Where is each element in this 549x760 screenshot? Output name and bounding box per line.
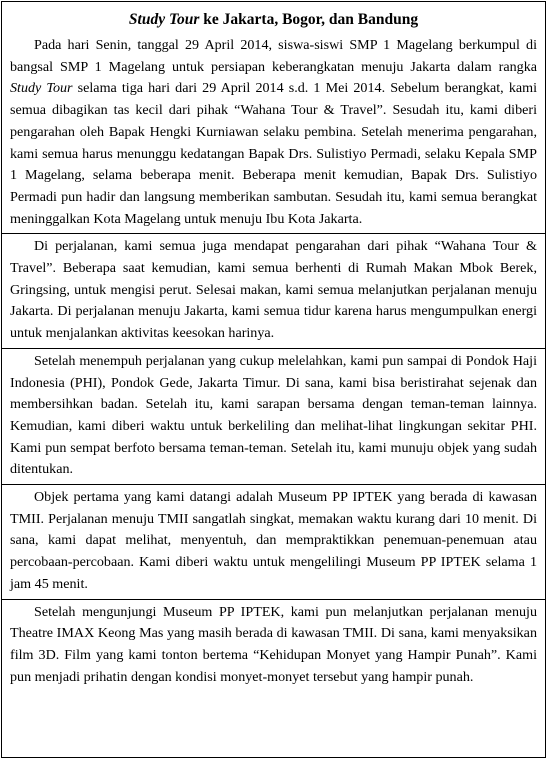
paragraph-1-italic: Study Tour bbox=[10, 80, 73, 97]
paragraph-2 bbox=[2, 233, 545, 348]
paragraph-3 bbox=[2, 348, 545, 484]
title-italic-part: Study Tour bbox=[128, 11, 200, 28]
paragraph-3-text: Setelah menempuh perjalanan yang cukup melelahkan, kami pun sampai di Pondok Haji Indonesia (PHI), Pondok Gede, Jakarta Timur. Di sana, kami bisa beristirahat sejenak dan membersihkan badan. Setelah itu, kami sarapan bersama dengan teman-teman lainnya. Kemudian, kami diberi waktu untuk berkeliling dan melihat-lihat lingkungan sekitar PHI. Kami pun sempat berfoto bersama teman-teman. Setelah itu, kami munuju objek yang sudah ditentukan. bbox=[10, 352, 537, 478]
title-rest: ke Jakarta, Bogor, dan Bandung bbox=[199, 11, 419, 28]
paragraph-5 bbox=[2, 599, 545, 692]
document-title bbox=[2, 11, 545, 29]
paragraph-4 bbox=[2, 484, 545, 599]
document-frame bbox=[1, 1, 546, 758]
paragraph-1 bbox=[2, 35, 545, 233]
paragraph-1-text-a: Pada hari Senin, tanggal 29 April 2014, siswa-siswi SMP 1 Magelang berkumpul di bangsal SMP 1 Magelang untuk persiapan keberangkatan menuju Jakarta dalam rangka bbox=[10, 37, 537, 75]
paragraph-4-text: Objek pertama yang kami datangi adalah Museum PP IPTEK yang berada di kawasan TMII. Perjalanan menuju TMII sangatlah singkat, memakan waktu kurang dari 10 menit. Di sana, kami dapat melihat, menyentuh, dan mempraktikkan penemuan-penemuan atau percobaan-percobaan. Kami diberi waktu untuk mengelilingi Museum PP IPTEK selama 1 jam 45 menit. bbox=[10, 489, 537, 592]
paragraph-5-text: Setelah mengunjungi Museum PP IPTEK, kami pun melanjutkan perjalanan menuju Theatre IMAX Keong Mas yang masih berada di kawasan TMII. Di sana, kami menyaksikan film 3D. Film yang kami tonton bertema “Kehidupan Monyet yang Hampir Punah”. Kami pun menjadi prihatin dengan kondisi monyet-monyet tersebut yang hampir punah. bbox=[10, 603, 537, 685]
paragraph-1-text-b: selama tiga hari dari 29 April 2014 s.d. 1 Mei 2014. Sebelum berangkat, kami semua dibagikan tas kecil dari pihak “Wahana Tour & Travel”. Sesudah itu, kami diberi pengarahan oleh Bapak Hengki Kurniawan selaku pembina. Setelah menerima pengarahan, kami semua harus menunggu kedatangan Bapak Drs. Sulistiyo Permadi, selaku Kepala SMP 1 Magelang, selama beberapa menit. Beberapa menit kemudian, Bapak Drs. Sulistiyo Permadi pun hadir dan langsung memberikan sambutan. Sesudah itu, kami semua berangkat meninggalkan Kota Magelang untuk menuju Ibu Kota Jakarta. bbox=[10, 80, 537, 227]
paragraph-2-text: Di perjalanan, kami semua juga mendapat pengarahan dari pihak “Wahana Tour & Travel”. Beberapa saat kemudian, kami semua berhenti di Rumah Makan Mbok Berek, Gringsing, untuk mengisi perut. Selesai makan, kami semua melanjutkan perjalanan menuju Jakarta. Di perjalanan menuju Jakarta, kami semua tidur karena harus mengumpulkan energi untuk menjalankan aktivitas keesokan harinya. bbox=[10, 238, 537, 342]
